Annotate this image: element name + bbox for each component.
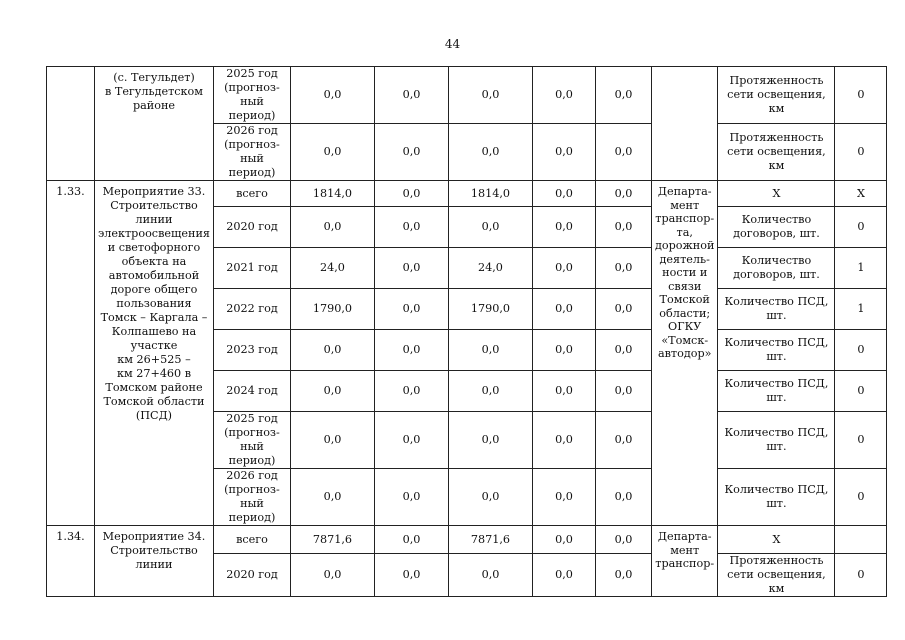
value-cell: 1790,0 xyxy=(448,289,532,330)
value-cell: 0,0 xyxy=(532,526,595,554)
value-cell: 0,0 xyxy=(374,207,448,248)
indicator-cell: Количество договоров, шт. xyxy=(718,207,835,248)
indicator-cell: Количество ПСД, шт. xyxy=(718,371,835,412)
value-cell: 1814,0 xyxy=(290,181,374,207)
value-cell: 0,0 xyxy=(374,181,448,207)
measure-title-cell: Мероприятие 33. Строительство линии электроосвещения и светофорного объекта на автомобильной дороге общего пользования Томск – Каргала – Колпашево на участке км 26+525 – км 27+460 в Томском районе Томской области (ПСД) xyxy=(95,181,214,526)
value-cell: 0,0 xyxy=(532,124,595,181)
value-cell: 0,0 xyxy=(595,124,651,181)
value-cell: 0,0 xyxy=(595,412,651,469)
indicator-value-cell: 0 xyxy=(835,554,887,597)
value-cell: 0,0 xyxy=(374,469,448,526)
value-cell: 0,0 xyxy=(374,248,448,289)
value-cell: 0,0 xyxy=(374,330,448,371)
value-cell: 0,0 xyxy=(595,289,651,330)
value-cell: 0,0 xyxy=(595,181,651,207)
value-cell: 0,0 xyxy=(532,412,595,469)
value-cell: 0,0 xyxy=(290,371,374,412)
value-cell: 0,0 xyxy=(290,469,374,526)
period-cell: 2025 год (прогноз- ный период) xyxy=(213,67,290,124)
period-cell: 2026 год (прогноз- ный период) xyxy=(213,469,290,526)
row-number-cell xyxy=(47,67,95,181)
table-row xyxy=(47,67,887,124)
value-cell: 0,0 xyxy=(595,371,651,412)
value-cell: 0,0 xyxy=(595,526,651,554)
responsible-cell: Департа- мент транспор- та, дорожной деятель- ности и связи Томской области; ОГКУ «Томск- автодор» xyxy=(651,181,717,526)
table-row xyxy=(47,526,887,554)
indicator-value-cell: 0 xyxy=(835,469,887,526)
indicator-value-cell: 0 xyxy=(835,412,887,469)
value-cell: 0,0 xyxy=(290,330,374,371)
value-cell: 0,0 xyxy=(448,330,532,371)
indicator-cell: Количество ПСД, шт. xyxy=(718,330,835,371)
value-cell: 0,0 xyxy=(448,412,532,469)
page-number: 44 xyxy=(444,37,461,51)
value-cell: 0,0 xyxy=(374,289,448,330)
value-cell: 0,0 xyxy=(374,554,448,597)
row-number-cell: 1.34. xyxy=(47,526,95,597)
period-cell: 2021 год xyxy=(213,248,290,289)
indicator-cell: X xyxy=(718,181,835,207)
value-cell: 24,0 xyxy=(448,248,532,289)
value-cell: 7871,6 xyxy=(290,526,374,554)
measure-title-cell: Мероприятие 34. Строительство линии xyxy=(95,526,214,597)
value-cell: 0,0 xyxy=(448,67,532,124)
value-cell: 0,0 xyxy=(290,207,374,248)
period-cell: 2026 год (прогноз- ный период) xyxy=(213,124,290,181)
indicator-cell: Количество ПСД, шт. xyxy=(718,289,835,330)
period-cell: 2020 год xyxy=(213,207,290,248)
indicator-cell: Протяженность сети освещения, км xyxy=(718,124,835,181)
indicator-cell: Протяженность сети освещения, км xyxy=(718,67,835,124)
value-cell: 0,0 xyxy=(532,181,595,207)
value-cell: 0,0 xyxy=(374,67,448,124)
period-cell: 2025 год (прогноз- ный период) xyxy=(213,412,290,469)
value-cell: 0,0 xyxy=(290,412,374,469)
indicator-value-cell: 0 xyxy=(835,124,887,181)
value-cell: 0,0 xyxy=(374,526,448,554)
value-cell: 0,0 xyxy=(290,554,374,597)
value-cell: 0,0 xyxy=(374,371,448,412)
value-cell: 0,0 xyxy=(595,330,651,371)
responsible-cell: Департа- мент транспор- xyxy=(651,526,717,597)
indicator-value-cell: 0 xyxy=(835,330,887,371)
period-cell: 2020 год xyxy=(213,554,290,597)
period-cell: 2024 год xyxy=(213,371,290,412)
responsible-cell xyxy=(651,67,717,181)
indicator-cell: X xyxy=(718,526,835,554)
measures-table xyxy=(46,66,887,597)
indicator-value-cell: 0 xyxy=(835,207,887,248)
value-cell: 24,0 xyxy=(290,248,374,289)
value-cell: 0,0 xyxy=(448,554,532,597)
measure-title-cell: (с. Тегульдет) в Тегульдетском районе xyxy=(95,67,214,181)
indicator-value-cell: 1 xyxy=(835,248,887,289)
indicator-value-cell: 1 xyxy=(835,289,887,330)
value-cell: 0,0 xyxy=(290,124,374,181)
value-cell: 0,0 xyxy=(532,207,595,248)
value-cell: 0,0 xyxy=(595,207,651,248)
value-cell: 0,0 xyxy=(532,67,595,124)
period-cell: всего xyxy=(213,181,290,207)
value-cell: 0,0 xyxy=(290,67,374,124)
value-cell: 0,0 xyxy=(595,67,651,124)
period-cell: 2023 год xyxy=(213,330,290,371)
value-cell: 0,0 xyxy=(532,330,595,371)
value-cell: 0,0 xyxy=(448,207,532,248)
indicator-value-cell: X xyxy=(835,181,887,207)
value-cell: 0,0 xyxy=(532,248,595,289)
indicator-value-cell: 0 xyxy=(835,371,887,412)
period-cell: 2022 год xyxy=(213,289,290,330)
value-cell: 7871,6 xyxy=(448,526,532,554)
indicator-cell: Количество ПСД, шт. xyxy=(718,412,835,469)
value-cell: 0,0 xyxy=(595,554,651,597)
value-cell: 0,0 xyxy=(448,371,532,412)
value-cell: 0,0 xyxy=(448,124,532,181)
value-cell: 0,0 xyxy=(595,248,651,289)
value-cell: 0,0 xyxy=(532,554,595,597)
table-row xyxy=(47,181,887,207)
value-cell: 1790,0 xyxy=(290,289,374,330)
value-cell: 0,0 xyxy=(532,289,595,330)
indicator-cell: Количество ПСД, шт. xyxy=(718,469,835,526)
indicator-cell: Количество договоров, шт. xyxy=(718,248,835,289)
indicator-value-cell: 0 xyxy=(835,67,887,124)
value-cell: 0,0 xyxy=(532,469,595,526)
value-cell: 0,0 xyxy=(595,469,651,526)
value-cell: 1814,0 xyxy=(448,181,532,207)
period-cell: всего xyxy=(213,526,290,554)
value-cell: 0,0 xyxy=(448,469,532,526)
value-cell: 0,0 xyxy=(374,124,448,181)
indicator-value-cell xyxy=(835,526,887,554)
indicator-cell: Протяженность сети освещения, км xyxy=(718,554,835,597)
row-number-cell: 1.33. xyxy=(47,181,95,526)
value-cell: 0,0 xyxy=(374,412,448,469)
value-cell: 0,0 xyxy=(532,371,595,412)
